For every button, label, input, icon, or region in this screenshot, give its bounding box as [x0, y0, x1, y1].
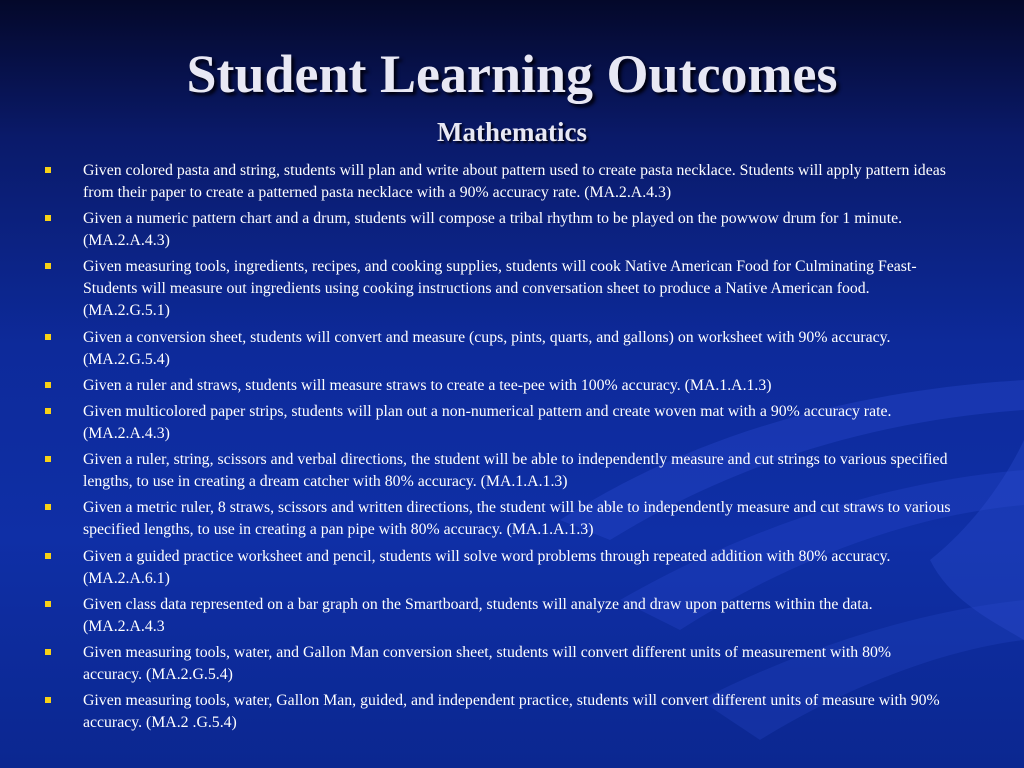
outcome-item: [44, 449, 954, 493]
outcome-text: Given measuring tools, water, Gallon Man, guided, and independent practice, students will convert different units of measure with 90% accuracy. (MA.2 .G.5.4): [83, 692, 940, 732]
outcome-item: [44, 401, 954, 445]
outcome-text: Given measuring tools, ingredients, recipes, and cooking supplies, students will cook Native American Food for Culminating Feast- Students will measure out ingredients using cooking instructions and conversation sheet to produce a Native American food. (MA.2.G.5.1): [83, 258, 917, 320]
square-bullet-icon: [45, 382, 51, 388]
square-bullet-icon: [45, 601, 51, 607]
square-bullet-icon: [45, 553, 51, 559]
square-bullet-icon: [45, 649, 51, 655]
outcome-text: Given measuring tools, water, and Gallon Man conversion sheet, students will convert different units of measurement with 80% accuracy. (MA.2.G.5.4): [83, 643, 892, 683]
square-bullet-icon: [45, 167, 51, 173]
outcome-item: [44, 208, 954, 252]
slide-title: Student Learning Outcomes: [186, 44, 838, 104]
square-bullet-icon: [45, 215, 51, 221]
outcome-item: [44, 690, 954, 734]
outcome-text: Given a conversion sheet, students will convert and measure (cups, pints, quarts, and gallons) on worksheet with 90% accuracy. (MA.2.G.5.4): [83, 328, 891, 368]
outcome-item: [44, 546, 954, 590]
outcome-text: Given multicolored paper strips, students will plan out a non-numerical pattern and create woven mat with a 90% accuracy rate. (MA.2.A.4.3): [83, 402, 892, 442]
outcome-item: [44, 497, 954, 541]
outcome-text: Given class data represented on a bar graph on the Smartboard, students will analyze and draw upon patterns within the data. (MA.2.A.4.3: [83, 595, 873, 635]
square-bullet-icon: [45, 504, 51, 510]
outcome-text: Given a guided practice worksheet and pencil, students will solve word problems through repeated addition with 80% accuracy. (MA.2.A.6.1): [83, 547, 891, 587]
square-bullet-icon: [45, 408, 51, 414]
outcome-item: [44, 375, 954, 397]
outcome-text: Given a ruler, string, scissors and verbal directions, the student will be able to independently measure and cut strings to various specified lengths, to use in creating a dream catcher with 80% accuracy. (MA.1.A.1.3): [83, 451, 948, 491]
outcome-text: Given a numeric pattern chart and a drum, students will compose a tribal rhythm to be played on the powwow drum for 1 minute. (MA.2.A.4.3): [83, 210, 903, 250]
outcome-item: [44, 594, 954, 638]
square-bullet-icon: [45, 263, 51, 269]
outcome-text: Given a metric ruler, 8 straws, scissors and written directions, the student will be able to independently measure and cut straws to various specified lengths, to use in creating a pan pipe with 80% accuracy. (MA.1.A.1.3): [83, 499, 951, 539]
outcome-text: Given colored pasta and string, students will plan and write about pattern used to create pasta necklace. Students will apply pattern ideas from their paper to create a patterned pasta necklace with a 90% accuracy rate. (MA.2.A.4.3): [83, 162, 946, 201]
slide-subtitle: Mathematics: [437, 117, 587, 147]
outcome-item: [44, 327, 954, 371]
square-bullet-icon: [45, 334, 51, 340]
square-bullet-icon: [45, 456, 51, 462]
outcome-item: [44, 160, 954, 204]
outcome-item: [44, 642, 954, 686]
outcome-item: [44, 256, 954, 322]
outcome-text: Given a ruler and straws, students will measure straws to create a tee-pee with 100% accuracy. (MA.1.A.1.3): [83, 376, 772, 394]
square-bullet-icon: [45, 697, 51, 703]
outcomes-list: [44, 160, 954, 738]
